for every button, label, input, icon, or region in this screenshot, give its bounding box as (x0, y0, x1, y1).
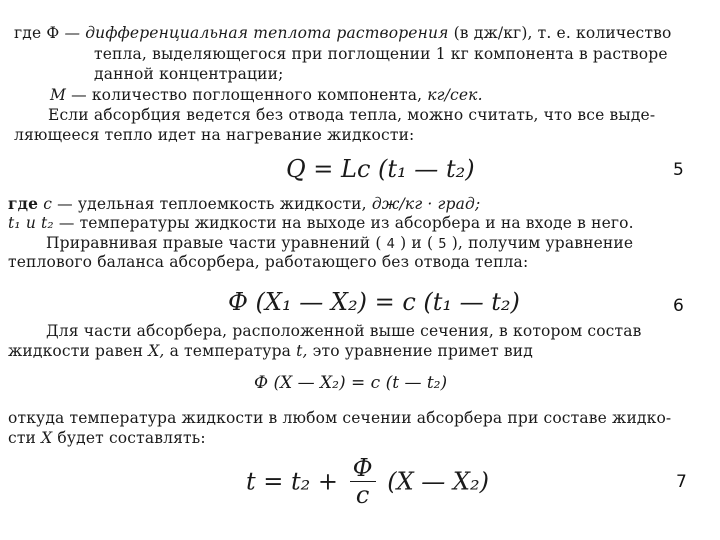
unit-text: кг/сек. (427, 86, 483, 104)
symbol-x: X (41, 429, 53, 447)
text-line (50, 86, 483, 104)
units-text: (в дж/кг), т. е. количество (453, 24, 672, 42)
symbol-x: X, (148, 342, 165, 360)
equation-ref-5: 5 (438, 237, 447, 252)
symbols-t1-t2: t₁ и t₂ (8, 214, 54, 232)
text-line (46, 234, 633, 254)
text-segment: а температура (169, 342, 292, 360)
text-segment: ) и ( (400, 234, 434, 252)
symbol-m: М (50, 86, 67, 104)
text-line: тепла, выделяющегося при поглощении 1 кг компонента в растворе (94, 45, 668, 63)
text-line: откуда температура жидкости в любом сечении абсорбера при составе жидко- (8, 409, 672, 427)
equation-rhs: (X — X₂) (387, 467, 489, 496)
text-line: Если абсорбция ведется без отвода тепла, можно считать, что все выде- (48, 106, 656, 124)
text-line: ляющееся тепло идет на нагревание жидкости: (14, 126, 415, 144)
fraction-numerator: Ф (350, 455, 376, 482)
word-where: где (14, 24, 42, 42)
text-line: данной концентрации; (94, 65, 284, 83)
text-line (8, 214, 634, 232)
text-segment: жидкости равен (8, 342, 144, 360)
text-segment: будет составлять: (57, 429, 206, 447)
equation-number-7: 7 (676, 472, 687, 492)
symbol-c: c (43, 195, 53, 213)
text-line: Для части абсорбера, расположенной выше сечения, в котором состав (46, 322, 642, 340)
unit-text: дж/кг · град; (371, 195, 481, 213)
equation-ref-4: 4 (386, 237, 396, 252)
equation-lhs: t = t₂ + (246, 467, 339, 496)
equation-number-6: 6 (673, 296, 684, 316)
text-line: теплового баланса абсорбера, работающего без отвода тепла: (8, 253, 529, 271)
text-segment: сти (8, 429, 37, 447)
equation-5: Q = Lc (t₁ — t₂) (286, 155, 475, 183)
text-line (14, 24, 671, 42)
definition-text: — дифференциальная теплота растворения (64, 24, 449, 42)
equation-6: Ф (X₁ — X₂) = c (t₁ — t₂) (228, 288, 520, 316)
symbol-t: t, (296, 342, 308, 360)
definition-text: — удельная теплоемкость жидкости, (57, 195, 367, 213)
equation-number-5: 5 (673, 160, 684, 180)
text-segment: Приравнивая правые части уравнений ( (46, 234, 382, 252)
fraction (350, 455, 376, 508)
symbol-phi: Ф (46, 24, 60, 42)
word-where: где (8, 194, 39, 213)
definition-text: — температуры жидкости на выходе из абсорбера и на входе в него. (58, 214, 634, 232)
equation-inline: Ф (X — X₂) = c (t — t₂) (254, 373, 448, 393)
equation-7 (246, 455, 489, 508)
text-line (8, 195, 480, 213)
text-line (8, 342, 533, 360)
definition-text: — количество поглощенного компонента, (71, 86, 423, 104)
fraction-denominator: c (355, 481, 370, 509)
text-segment: ), получим уравнение (451, 234, 634, 252)
text-segment: это уравнение примет вид (312, 342, 533, 360)
text-line (8, 429, 206, 447)
